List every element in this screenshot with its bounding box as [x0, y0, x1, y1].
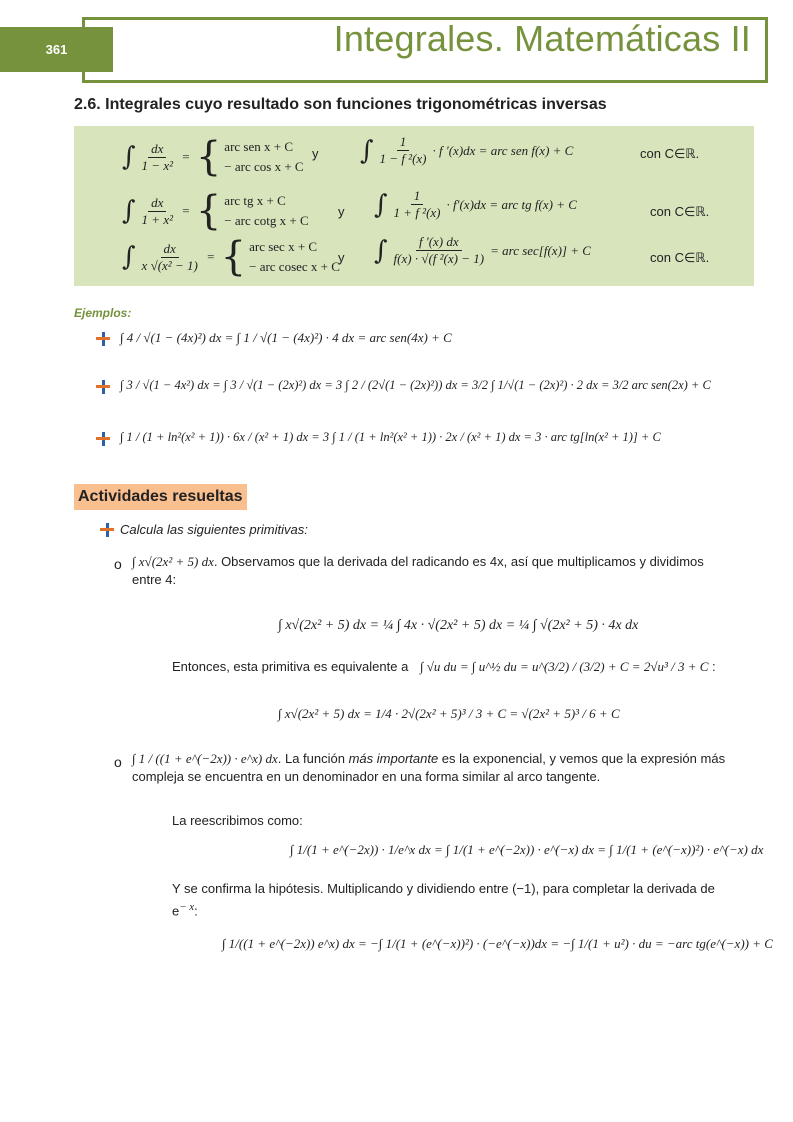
item-1-eq1: ∫ x√(2x² + 5) dx = ¼ ∫ 4x · √(2x² + 5) dx = ¼ ∫ √(2x² + 5) · 4x dx: [278, 618, 639, 633]
item-2-eq1: ∫ 1/(1 + e^(−2x)) · 1/e^x dx = ∫ 1/(1 + e^(−2x)) · e^(−x) dx = ∫ 1/(1 + (e^(−x))²) · e^(−x) dx: [290, 842, 764, 857]
section-title: 2.6. Integrales cuyo resultado son funciones trigonométricas inversas: [74, 96, 607, 113]
bullet-icon: [96, 432, 110, 446]
formula-row-3-y: y: [338, 250, 345, 265]
bullet-icon: [96, 332, 110, 346]
examples-label: Ejemplos:: [74, 306, 132, 320]
formula-row-1-left: ∫ $\frac{dx}{\text{1 − x²}}$ = { arc sen x + C − arc cos x + C: [122, 134, 304, 180]
formula-row-2-left: ∫ $\frac{dx}{\text{1 + x²}}$ = { arc tg x + C − arc cotg x + C: [122, 188, 309, 234]
formula-box: [74, 126, 754, 286]
formula-row-2-con: con C∈ℝ.: [650, 204, 710, 219]
formula-row-1-y: y: [312, 146, 319, 161]
activities-prompt: Calcula las siguientes primitivas:: [120, 522, 308, 537]
item-1-text2: Entonces, esta primitiva es equivalente a ∫ √u du = ∫ u^½ du = u^(3/2) / (3/2) + C = 2√u³ / 3 + C :: [172, 659, 716, 674]
item-1-integral: ∫ x√(2x² + 5) dx: [132, 554, 214, 569]
formula-row-3-right: ∫ $\frac{f '(x) dx}{\text{f(x) · √(f ²(x) − 1)}}$ = arc sec[f(x)] + C: [374, 234, 591, 266]
bullet-icon: [100, 523, 114, 537]
formula-row-1-con: con C∈ℝ.: [640, 146, 700, 161]
formula-row-3-con: con C∈ℝ.: [650, 250, 710, 265]
formula-row-2-y: y: [338, 204, 345, 219]
example-2: ∫ 3 / √(1 − 4x²) dx = ∫ 3 / √(1 − (2x)²) dx = 3 ∫ 2 / (2√(1 − (2x)²)) dx = 3/2 ∫ 1/√(1 − (2x)²) · 2 dx = 3/2 arc sen(2x) + C: [120, 378, 711, 392]
item-2-integral: ∫ 1 / ((1 + e^(−2x)) · e^x) dx: [132, 751, 278, 766]
formula-row-1-right: ∫ $\frac{1}{\text{1 − f ²(x)}}$ · f ′(x)dx = arc sen f(x) + C: [360, 134, 574, 166]
item-1-text: [132, 553, 732, 589]
bullet-icon: [96, 380, 110, 394]
item-1-eq3: ∫ x√(2x² + 5) dx = 1/4 · 2√(2x² + 5)³ / 3 + C = √(2x² + 5)³ / 6 + C: [278, 706, 620, 721]
page-number: 361: [0, 27, 113, 72]
item-2-text: ∫ 1 / ((1 + e^(−2x)) · e^x) dx. La función más importante es la exponencial, y vemos que la expresión más compleja se encuentra en un denominador en una forma similar al arco tangente.: [132, 751, 726, 784]
item-marker: o: [114, 754, 122, 770]
formula-row-3-left: ∫ $\frac{dx}{\text{x √(x² − 1)}}$ = { arc sec x + C − arc cosec x + C: [122, 234, 340, 280]
item-2-eq2: ∫ 1/((1 + e^(−2x)) e^x) dx = −∫ 1/(1 + (e^(−x))²) · (−e^(−x))dx = −∫ 1/(1 + u²) · du = −arc tg(e^(−x)) + C: [222, 936, 773, 951]
item-2-text3: Y se confirma la hipótesis. Multiplicando y dividiendo entre (−1), para completar la derivada de $e^{- x}$:: [172, 881, 715, 919]
example-1: ∫ 4 / √(1 − (4x)²) dx = ∫ 1 / √(1 − (4x)²) · 4 dx = arc sen(4x) + C: [120, 330, 452, 345]
item-2-text2: La reescribimos como:: [172, 813, 303, 828]
activities-label: Actividades resueltas: [74, 484, 247, 510]
page-title: Integrales. Matemáticas II: [333, 18, 751, 59]
example-3: ∫ 1 / (1 + ln²(x² + 1)) · 6x / (x² + 1) dx = 3 ∫ 1 / (1 + ln²(x² + 1)) · 2x / (x² + 1) dx = 3 · arc tg[ln(x² + 1)] + C: [120, 430, 661, 444]
formula-row-2-right: ∫ $\frac{1}{\text{1 + f ²(x)}}$ · f′(x)dx = arc tg f(x) + C: [374, 188, 577, 220]
item-marker: o: [114, 556, 122, 572]
item-1-description: . Observamos que la derivada del radicando es 4x, así que multiplicamos y dividimos entre 4:: [132, 554, 704, 587]
